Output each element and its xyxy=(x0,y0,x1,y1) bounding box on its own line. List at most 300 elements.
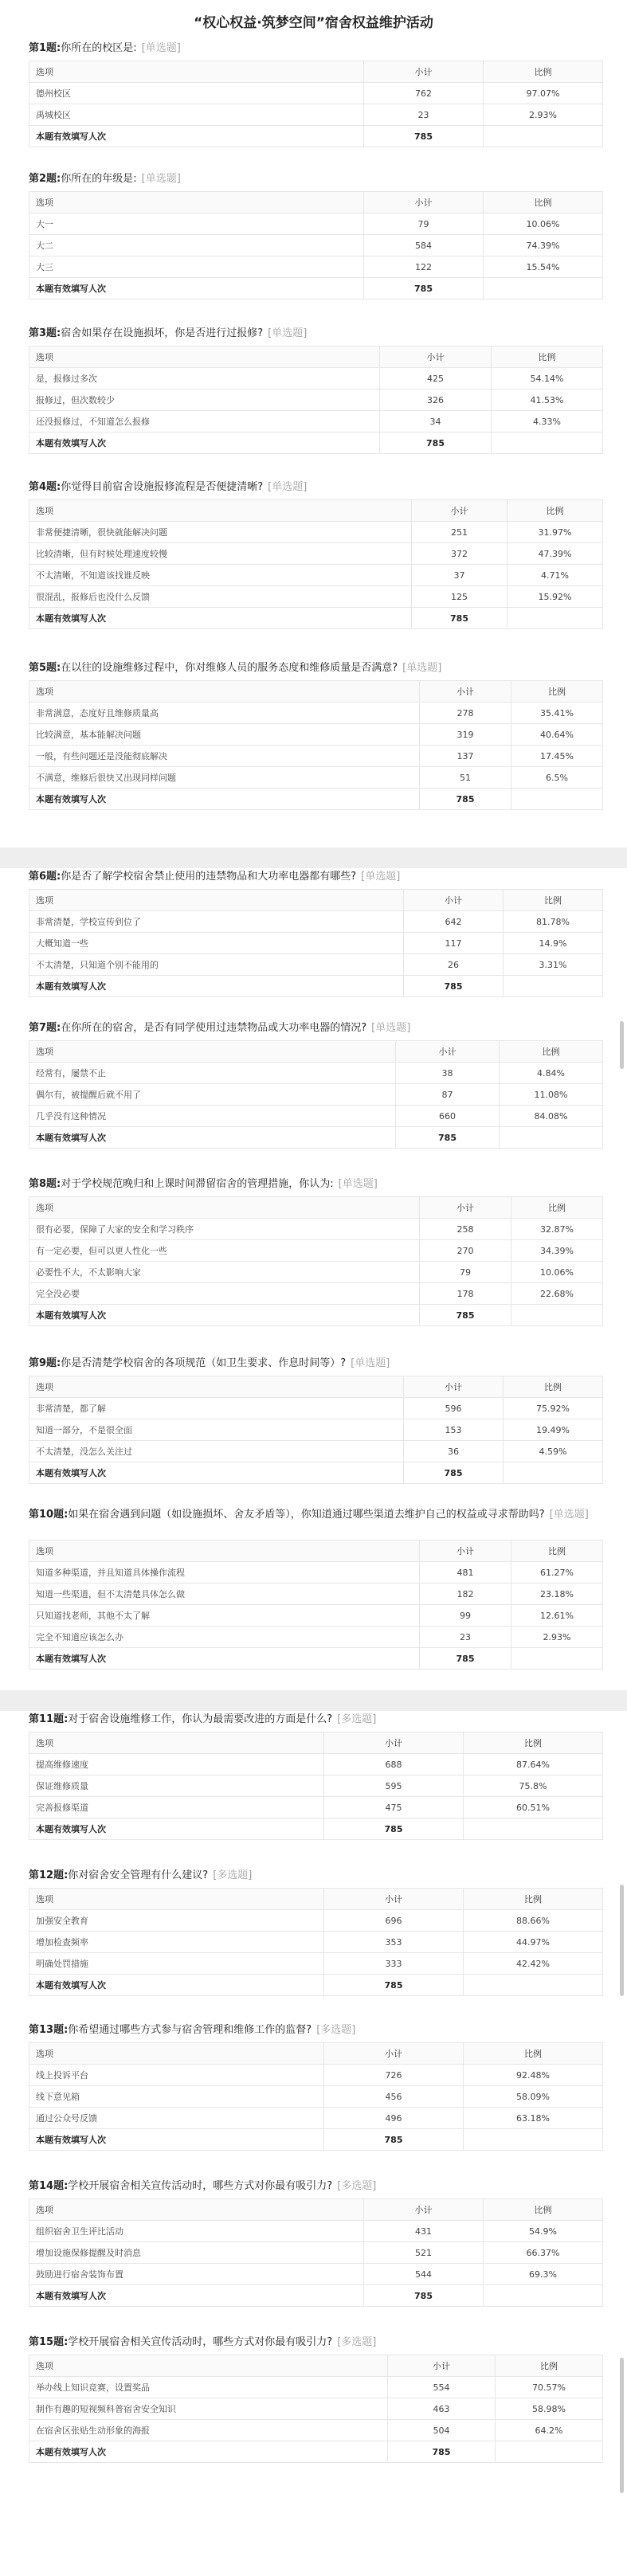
table-header-row xyxy=(29,1541,603,1562)
question-type-tag: [多选题] xyxy=(316,2024,356,2036)
table-row xyxy=(29,586,603,608)
total-count: 785 xyxy=(412,608,507,629)
total-count: 785 xyxy=(324,1818,464,1840)
total-label: 本题有效填写人次 xyxy=(29,1127,396,1149)
count-cell: 122 xyxy=(364,256,484,278)
ratio-cell: 42.42% xyxy=(464,1953,603,1975)
ratio-cell: 40.64% xyxy=(511,724,603,746)
option-cell: 保证维修质量 xyxy=(29,1775,324,1797)
ratio-cell: 34.39% xyxy=(511,1240,603,1262)
question-block xyxy=(29,41,602,147)
total-count: 785 xyxy=(364,278,484,299)
header-count: 小计 xyxy=(396,1041,500,1063)
results-table xyxy=(29,61,603,147)
header-count: 小计 xyxy=(404,1376,504,1398)
question-block xyxy=(29,1357,602,1484)
table-row xyxy=(29,1627,603,1648)
question-number: 第6题: xyxy=(29,871,61,883)
count-cell: 34 xyxy=(380,411,492,433)
question-title xyxy=(29,2023,602,2042)
question-number: 第1题: xyxy=(29,42,61,54)
table-row xyxy=(29,235,603,256)
question-block xyxy=(29,172,602,299)
table-row xyxy=(29,368,603,390)
question-number: 第3题: xyxy=(29,327,61,339)
ratio-cell: 64.2% xyxy=(496,2420,603,2441)
option-cell: 不太清楚，没怎么关注过 xyxy=(29,1441,404,1462)
results-table xyxy=(29,1732,603,1840)
ratio-cell: 15.92% xyxy=(507,586,603,608)
ratio-cell: 4.59% xyxy=(504,1441,603,1462)
results-table xyxy=(29,1888,603,1996)
ratio-cell: 66.37% xyxy=(484,2242,603,2264)
table-header-row xyxy=(29,1041,603,1063)
total-row xyxy=(29,789,603,810)
results-table xyxy=(29,1376,603,1484)
ratio-cell: 69.3% xyxy=(484,2264,603,2285)
question-number: 第14题: xyxy=(29,2180,69,2192)
ratio-cell: 70.57% xyxy=(496,2377,603,2398)
option-cell: 非常清楚，学校宣传到位了 xyxy=(29,911,404,933)
table-row xyxy=(29,2398,603,2420)
table-header-row xyxy=(29,1889,603,1910)
ratio-cell: 84.08% xyxy=(500,1106,603,1127)
table-header-row xyxy=(29,681,603,703)
header-option: 选项 xyxy=(29,346,380,368)
count-cell: 51 xyxy=(420,767,511,789)
question-type-tag: [单选题] xyxy=(402,662,442,674)
option-cell: 偶尔有，被提醒后就不用了 xyxy=(29,1084,396,1106)
question-title xyxy=(29,172,602,191)
total-row xyxy=(29,2285,603,2307)
option-cell: 非常便捷清晰，很快就能解决问题 xyxy=(29,522,412,543)
option-cell: 非常满意，态度好且维修质量高 xyxy=(29,703,420,724)
header-ratio: 比例 xyxy=(511,681,603,703)
table-row xyxy=(29,2242,603,2264)
option-cell: 明确处罚措施 xyxy=(29,1953,324,1975)
header-ratio: 比例 xyxy=(511,1197,603,1219)
option-cell: 线上投诉平台 xyxy=(29,2065,324,2086)
count-cell: 425 xyxy=(380,368,492,390)
results-table xyxy=(29,889,603,997)
table-row xyxy=(29,1953,603,1975)
question-text: 对于学校规范晚归和上课时间滞留宿舍的管理措施，你认为: xyxy=(61,1178,334,1190)
ratio-cell: 17.45% xyxy=(511,746,603,767)
total-count: 785 xyxy=(324,1975,464,1996)
header-ratio: 比例 xyxy=(464,1889,603,1910)
count-cell: 688 xyxy=(324,1754,464,1775)
total-count: 785 xyxy=(420,1305,511,1326)
ratio-cell: 75.92% xyxy=(504,1398,603,1419)
total-row xyxy=(29,126,603,147)
ratio-cell: 14.9% xyxy=(504,933,603,954)
total-row xyxy=(29,278,603,299)
page-title: “权心权益·筑梦空间”宿舍权益维护活动 xyxy=(194,15,433,31)
count-cell: 726 xyxy=(324,2065,464,2086)
table-header-row xyxy=(29,1732,603,1754)
question-type-tag: [单选题] xyxy=(549,1509,589,1521)
question-text: 宿舍如果存在设施损坏，你是否进行过报修? xyxy=(61,327,264,339)
option-cell: 增加设施保修提醒及时消息 xyxy=(29,2242,364,2264)
question-block xyxy=(29,1713,602,1840)
question-type-tag: [单选题] xyxy=(268,481,308,493)
count-cell: 456 xyxy=(324,2086,464,2108)
scrollbar-thumb[interactable] xyxy=(620,2358,624,2493)
question-number: 第2题: xyxy=(29,173,61,185)
question-title xyxy=(29,1508,602,1540)
question-title xyxy=(29,41,602,61)
total-row xyxy=(29,1818,603,1840)
table-row xyxy=(29,1283,603,1305)
question-number: 第4题: xyxy=(29,481,61,493)
count-cell: 333 xyxy=(324,1953,464,1975)
count-cell: 278 xyxy=(420,703,511,724)
header-ratio: 比例 xyxy=(484,61,603,83)
option-cell: 增加检查频率 xyxy=(29,1932,324,1953)
count-cell: 38 xyxy=(396,1063,500,1084)
header-option: 选项 xyxy=(29,1376,404,1398)
total-ratio-empty xyxy=(511,789,603,810)
total-ratio-empty xyxy=(507,608,603,629)
table-row xyxy=(29,213,603,235)
results-table xyxy=(29,1040,603,1149)
option-cell: 很有必要，保障了大家的安全和学习秩序 xyxy=(29,1219,420,1240)
header-option: 选项 xyxy=(29,2355,388,2377)
question-number: 第15题: xyxy=(29,2336,69,2348)
question-text: 你对宿舍安全管理有什么建议? xyxy=(68,1869,209,1881)
count-cell: 87 xyxy=(396,1084,500,1106)
header-count: 小计 xyxy=(364,61,484,83)
total-ratio-empty xyxy=(496,2441,603,2463)
table-row xyxy=(29,1398,603,1419)
option-cell: 制作有趣的短视频科普宿舍安全知识 xyxy=(29,2398,388,2420)
table-row xyxy=(29,933,603,954)
total-row xyxy=(29,1462,603,1484)
question-type-tag: [多选题] xyxy=(337,1713,377,1725)
question-type-tag: [多选题] xyxy=(337,2180,377,2192)
question-type-tag: [多选题] xyxy=(337,2336,377,2348)
table-header-row xyxy=(29,500,603,522)
table-row xyxy=(29,2108,603,2129)
table-row xyxy=(29,746,603,767)
table-row xyxy=(29,2221,603,2242)
question-number: 第13题: xyxy=(29,2024,69,2036)
header-ratio: 比例 xyxy=(464,1732,603,1754)
question-number: 第8题: xyxy=(29,1178,61,1190)
header-option: 选项 xyxy=(29,1541,420,1562)
option-cell: 只知道找老师，其他不太了解 xyxy=(29,1605,420,1627)
header-option: 选项 xyxy=(29,681,420,703)
count-cell: 182 xyxy=(420,1584,511,1605)
option-cell: 不太清晰，不知道该找谁反映 xyxy=(29,565,412,586)
total-label: 本题有效填写人次 xyxy=(29,1818,324,1840)
question-text: 你是否清楚学校宿舍的各项规范（如卫生要求、作息时间等）? xyxy=(61,1357,347,1369)
table-row xyxy=(29,1754,603,1775)
question-title xyxy=(29,480,602,499)
count-cell: 79 xyxy=(364,213,484,235)
table-header-row xyxy=(29,61,603,83)
question-text: 学校开展宿舍相关宣传活动时，哪些方式对你最有吸引力? xyxy=(68,2180,333,2192)
results-table xyxy=(29,1540,603,1670)
count-cell: 463 xyxy=(388,2398,496,2420)
header-count: 小计 xyxy=(324,2043,464,2065)
table-row xyxy=(29,522,603,543)
question-block xyxy=(29,2023,602,2151)
total-ratio-empty xyxy=(484,278,603,299)
option-cell: 不太清楚，只知道个别不能用的 xyxy=(29,954,404,976)
table-header-row xyxy=(29,1197,603,1219)
header-count: 小计 xyxy=(380,346,492,368)
count-cell: 554 xyxy=(388,2377,496,2398)
header-option: 选项 xyxy=(29,61,364,83)
header-option: 选项 xyxy=(29,2043,324,2065)
ratio-cell: 35.41% xyxy=(511,703,603,724)
total-count: 785 xyxy=(420,789,511,810)
option-cell: 是，报修过多次 xyxy=(29,368,380,390)
header-ratio: 比例 xyxy=(504,890,603,911)
scrollbar-thumb[interactable] xyxy=(620,1885,624,1996)
count-cell: 99 xyxy=(420,1605,511,1627)
option-cell: 德州校区 xyxy=(29,83,364,104)
header-count: 小计 xyxy=(420,1197,511,1219)
ratio-cell: 15.54% xyxy=(484,256,603,278)
header-ratio: 比例 xyxy=(500,1041,603,1063)
total-count: 785 xyxy=(420,1648,511,1670)
question-number: 第11题: xyxy=(29,1713,69,1725)
ratio-cell: 2.93% xyxy=(511,1627,603,1648)
question-title xyxy=(29,1177,602,1196)
ratio-cell: 4.71% xyxy=(507,565,603,586)
option-cell: 报修过，但次数较少 xyxy=(29,390,380,411)
ratio-cell: 10.06% xyxy=(511,1262,603,1283)
total-count: 785 xyxy=(324,2129,464,2151)
total-label: 本题有效填写人次 xyxy=(29,1975,324,1996)
question-type-tag: [多选题] xyxy=(213,1869,253,1881)
ratio-cell: 58.98% xyxy=(496,2398,603,2420)
question-block xyxy=(29,1021,602,1149)
total-ratio-empty xyxy=(464,1975,603,1996)
table-row xyxy=(29,767,603,789)
question-number: 第10题: xyxy=(29,1509,69,1521)
table-row xyxy=(29,1775,603,1797)
question-type-tag: [单选题] xyxy=(268,327,308,339)
question-text: 在你所在的宿舍，是否有同学使用过违禁物品或大功率电器的情况? xyxy=(61,1022,367,1034)
table-row xyxy=(29,2086,603,2108)
question-type-tag: [单选题] xyxy=(371,1022,411,1034)
header-ratio: 比例 xyxy=(492,346,603,368)
table-row xyxy=(29,1797,603,1818)
question-title xyxy=(29,1713,602,1732)
question-type-tag: [单选题] xyxy=(141,173,181,185)
question-title xyxy=(29,661,602,680)
option-cell: 比较满意，基本能解决问题 xyxy=(29,724,420,746)
header-option: 选项 xyxy=(29,1732,324,1754)
total-ratio-empty xyxy=(511,1648,603,1670)
table-header-row xyxy=(29,2199,603,2221)
option-cell: 必要性不大，不太影响大家 xyxy=(29,1262,420,1283)
table-row xyxy=(29,1106,603,1127)
results-table xyxy=(29,2355,603,2463)
ratio-cell: 12.61% xyxy=(511,1605,603,1627)
header-option: 选项 xyxy=(29,1197,420,1219)
option-cell: 知道多种渠道，并且知道具体操作流程 xyxy=(29,1562,420,1584)
question-block xyxy=(29,2179,602,2307)
table-row xyxy=(29,1441,603,1462)
total-count: 785 xyxy=(388,2441,496,2463)
table-row xyxy=(29,565,603,586)
total-label: 本题有效填写人次 xyxy=(29,1462,404,1484)
total-label: 本题有效填写人次 xyxy=(29,2285,364,2307)
total-label: 本题有效填写人次 xyxy=(29,608,412,629)
results-table xyxy=(29,499,603,629)
header-count: 小计 xyxy=(412,500,507,522)
table-row xyxy=(29,724,603,746)
table-header-row xyxy=(29,2043,603,2065)
count-cell: 319 xyxy=(420,724,511,746)
count-cell: 584 xyxy=(364,235,484,256)
total-ratio-empty xyxy=(484,126,603,147)
question-block xyxy=(29,870,602,997)
table-row xyxy=(29,954,603,976)
total-ratio-empty xyxy=(500,1127,603,1149)
ratio-cell: 19.49% xyxy=(504,1419,603,1441)
question-number: 第5题: xyxy=(29,662,61,674)
count-cell: 270 xyxy=(420,1240,511,1262)
question-block xyxy=(29,1869,602,1996)
count-cell: 504 xyxy=(388,2420,496,2441)
ratio-cell: 44.97% xyxy=(464,1932,603,1953)
ratio-cell: 81.78% xyxy=(504,911,603,933)
table-row xyxy=(29,1219,603,1240)
table-row xyxy=(29,1419,603,1441)
question-number: 第9题: xyxy=(29,1357,61,1369)
count-cell: 544 xyxy=(364,2264,484,2285)
header-count: 小计 xyxy=(324,1889,464,1910)
option-cell: 大概知道一些 xyxy=(29,933,404,954)
table-row xyxy=(29,1240,603,1262)
count-cell: 251 xyxy=(412,522,507,543)
count-cell: 372 xyxy=(412,543,507,565)
option-cell: 知道一些渠道，但不太清楚具体怎么做 xyxy=(29,1584,420,1605)
table-row xyxy=(29,1605,603,1627)
option-cell: 还没报修过，不知道怎么报修 xyxy=(29,411,380,433)
ratio-cell: 31.97% xyxy=(507,522,603,543)
option-cell: 知道一部分，不是很全面 xyxy=(29,1419,404,1441)
option-cell: 比较清晰，但有时候处理速度较慢 xyxy=(29,543,412,565)
option-cell: 完善报修渠道 xyxy=(29,1797,324,1818)
question-type-tag: [单选题] xyxy=(141,42,181,54)
total-count: 785 xyxy=(364,2285,484,2307)
count-cell: 117 xyxy=(404,933,504,954)
option-cell: 经常有，屡禁不止 xyxy=(29,1063,396,1084)
header-ratio: 比例 xyxy=(484,2199,603,2221)
total-count: 785 xyxy=(404,1462,504,1484)
count-cell: 642 xyxy=(404,911,504,933)
total-label: 本题有效填写人次 xyxy=(29,1648,420,1670)
count-cell: 762 xyxy=(364,83,484,104)
total-row xyxy=(29,608,603,629)
question-type-tag: [单选题] xyxy=(338,1178,378,1190)
section-divider xyxy=(0,848,627,868)
total-row xyxy=(29,1975,603,1996)
count-cell: 481 xyxy=(420,1562,511,1584)
question-text: 你希望通过哪些方式参与宿舍管理和维修工作的监督? xyxy=(68,2024,312,2036)
total-count: 785 xyxy=(364,126,484,147)
ratio-cell: 87.64% xyxy=(464,1754,603,1775)
count-cell: 521 xyxy=(364,2242,484,2264)
table-row xyxy=(29,1910,603,1932)
count-cell: 326 xyxy=(380,390,492,411)
question-title xyxy=(29,1021,602,1040)
question-type-tag: [单选题] xyxy=(361,871,401,883)
question-number: 第12题: xyxy=(29,1869,69,1881)
question-block xyxy=(29,661,602,810)
count-cell: 178 xyxy=(420,1283,511,1305)
total-label: 本题有效填写人次 xyxy=(29,1305,420,1326)
total-ratio-empty xyxy=(511,1305,603,1326)
table-row xyxy=(29,1084,603,1106)
question-text: 你所在的年级是: xyxy=(61,173,137,185)
total-label: 本题有效填写人次 xyxy=(29,789,420,810)
header-option: 选项 xyxy=(29,500,412,522)
total-row xyxy=(29,976,603,997)
option-cell: 加强安全教育 xyxy=(29,1910,324,1932)
question-text: 对于宿舍设施维修工作，你认为最需要改进的方面是什么? xyxy=(68,1713,333,1725)
table-row xyxy=(29,390,603,411)
count-cell: 79 xyxy=(420,1262,511,1283)
table-row xyxy=(29,104,603,126)
question-text: 学校开展宿舍相关宣传活动时，哪些方式对你最有吸引力? xyxy=(68,2336,333,2348)
total-label: 本题有效填写人次 xyxy=(29,976,404,997)
option-cell: 完全不知道应该怎么办 xyxy=(29,1627,420,1648)
table-header-row xyxy=(29,346,603,368)
question-block xyxy=(29,327,602,454)
option-cell: 通过公众号反馈 xyxy=(29,2108,324,2129)
table-header-row xyxy=(29,1376,603,1398)
table-row xyxy=(29,83,603,104)
results-table xyxy=(29,2042,603,2151)
table-row xyxy=(29,2420,603,2441)
ratio-cell: 4.33% xyxy=(492,411,603,433)
header-count: 小计 xyxy=(404,890,504,911)
table-row xyxy=(29,911,603,933)
total-row xyxy=(29,2129,603,2151)
question-block xyxy=(29,1177,602,1326)
results-table xyxy=(29,680,603,810)
count-cell: 36 xyxy=(404,1441,504,1462)
ratio-cell: 88.66% xyxy=(464,1910,603,1932)
option-cell: 一般，有些问题还是没能彻底解决 xyxy=(29,746,420,767)
option-cell: 在宿舍区张贴生动形象的海报 xyxy=(29,2420,388,2441)
table-row xyxy=(29,256,603,278)
ratio-cell: 23.18% xyxy=(511,1584,603,1605)
ratio-cell: 60.51% xyxy=(464,1797,603,1818)
question-title xyxy=(29,327,602,346)
count-cell: 137 xyxy=(420,746,511,767)
header-ratio: 比例 xyxy=(507,500,603,522)
question-block xyxy=(29,2335,602,2463)
count-cell: 23 xyxy=(420,1627,511,1648)
table-header-row xyxy=(29,2355,603,2377)
table-row xyxy=(29,2065,603,2086)
option-cell: 线下意见箱 xyxy=(29,2086,324,2108)
question-block xyxy=(29,480,602,629)
header-option: 选项 xyxy=(29,1041,396,1063)
ratio-cell: 58.09% xyxy=(464,2086,603,2108)
scrollbar-thumb[interactable] xyxy=(620,1021,624,1069)
option-cell: 鼓励进行宿舍装饰布置 xyxy=(29,2264,364,2285)
question-title xyxy=(29,2179,602,2198)
